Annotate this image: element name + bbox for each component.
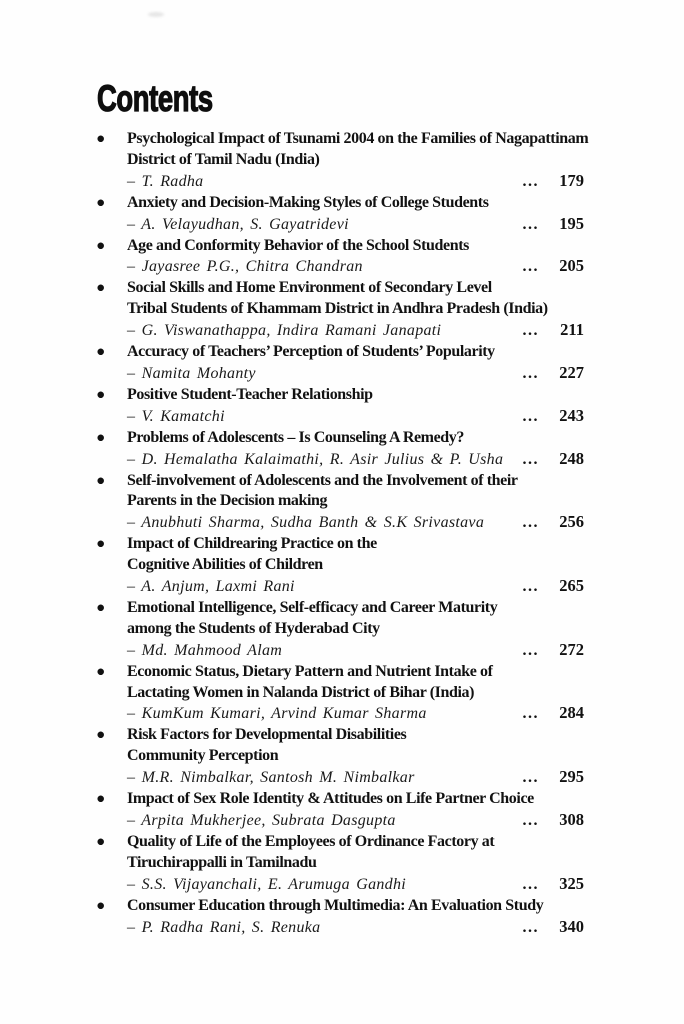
toc-entry [97,342,584,385]
toc-entry [97,725,584,789]
entry-title-line: Positive Student-Teacher Relationship [127,385,373,403]
entry-title-line: Community Perception [127,747,279,765]
dot-leader: ... [522,258,539,276]
entry-title [127,832,584,874]
entry-authors: – T. Radha [127,172,204,190]
entry-author-row [127,703,584,725]
entry-title [127,598,584,640]
entry-page-ref [523,449,585,471]
bullet-icon: ● [97,240,105,251]
bullet-icon: ● [97,389,105,400]
bullet-icon: ● [97,283,105,294]
entry-author-row [127,512,584,534]
dot-leader: ... [522,705,539,723]
page-title: Contents [97,78,213,119]
entry-page-ref [523,874,585,896]
toc-entry [97,193,584,236]
entry-author-row [127,406,584,428]
entry-title [127,278,584,320]
entry-authors: – G. Viswanathappa, Indira Ramani Janapati [127,322,442,340]
entry-title [127,471,584,513]
toc-entry [97,236,584,279]
entry-title [127,129,589,171]
entry-author-row [127,256,584,278]
entry-page-ref [523,810,585,832]
entry-title [127,236,584,257]
entry-authors: – D. Hemalatha Kalaimathi, R. Asir Julius & P. Usha [127,450,504,468]
entry-page-number: 205 [559,256,584,276]
entry-page-ref [523,320,585,342]
page-content [97,78,589,938]
entry-page-number: 256 [559,512,584,532]
toc-entry-body [127,598,584,662]
entry-authors: – P. Radha Rani, S. Renuka [127,918,321,936]
entry-authors: – M.R. Nimbalkar, Santosh M. Nimbalkar [127,769,415,787]
entry-page-number: 179 [559,170,584,190]
entry-page-number: 227 [559,362,584,382]
bullet-icon: ● [97,794,105,805]
entry-authors: – S.S. Vijayanchali, E. Arumuga Gandhi [127,875,407,893]
entry-title-line: Age and Conformity Behavior of the School Students [127,236,469,254]
entry-author-row [127,874,584,896]
entry-authors: – Jayasree P.G., Chitra Chandran [127,258,363,276]
dot-leader: ... [522,514,539,532]
toc-entry-body [127,832,584,896]
entry-title-line: Lactating Women in Nalanda District of Bihar (India) [127,683,475,701]
toc-list [97,129,589,938]
toc-entry [97,278,584,342]
entry-title [127,193,584,214]
entry-page-number: 248 [559,448,584,468]
bullet-icon: ● [97,347,105,358]
bullet-icon: ● [97,475,105,486]
entry-page-ref [523,703,585,725]
toc-entry-body [127,662,584,726]
entry-title [127,725,584,767]
toc-entry-body [127,129,589,193]
entry-page-ref [523,640,585,662]
entry-author-row [127,576,584,598]
toc-entry-body [127,789,584,832]
entry-title-line: District of Tamil Nadu (India) [127,150,320,168]
entry-page-ref [523,767,585,789]
entry-author-row [127,449,584,471]
dot-leader: ... [522,578,539,596]
toc-entry-body [127,385,584,428]
entry-authors: – Anubhuti Sharma, Sudha Banth & S.K Srivastava [127,514,485,532]
toc-entry-body [127,342,584,385]
entry-title-line: Cognitive Abilities of Children [127,556,323,574]
entry-page-number: 340 [559,916,584,936]
toc-entry [97,832,584,896]
dot-leader: ... [522,364,539,382]
entry-author-row [127,767,584,789]
entry-author-row [127,171,584,193]
entry-authors: – V. Kamatchi [127,407,225,425]
dot-leader: ... [522,172,539,190]
dot-leader: ... [522,769,539,787]
toc-entry-body [127,896,584,939]
entry-title [127,342,584,363]
entry-title [127,428,584,449]
bullet-icon: ● [97,432,105,443]
entry-title-line: Economic Status, Dietary Pattern and Nutrient Intake of [127,662,493,680]
entry-title [127,896,584,917]
bullet-icon: ● [97,134,105,144]
dot-leader: ... [522,215,539,233]
toc-entry [97,598,584,662]
entry-page-ref [523,256,585,278]
bullet-icon: ● [97,900,105,911]
entry-title [127,662,584,704]
entry-authors: – A. Anjum, Laxmi Rani [127,578,295,596]
entry-page-number: 325 [559,873,584,893]
entry-authors: – KumKum Kumari, Arvind Kumar Sharma [127,705,427,723]
bullet-icon: ● [97,539,105,550]
bullet-icon: ● [97,666,105,677]
entry-page-number: 308 [559,810,584,829]
entry-author-row [127,363,584,385]
toc-entry-body [127,278,584,342]
entry-title-line: Tribal Students of Khammam District in Andhra Pradesh (India) [127,300,548,318]
entry-author-row [127,640,584,662]
entry-page-ref [523,214,585,236]
entry-authors: – Arpita Mukherjee, Subrata Dasgupta [127,812,396,829]
entry-page-number: 284 [559,703,584,723]
bullet-icon: ● [97,730,105,741]
entry-title-line: Parents in the Decision making [127,492,328,510]
entry-title-line: Self-involvement of Adolescents and the Involvement of their [127,471,518,489]
entry-title [127,385,584,406]
entry-title-line: Anxiety and Decision-Making Styles of College Students [127,193,489,211]
entry-title-line: among the Students of Hyderabad City [127,619,380,637]
entry-title-line: Psychological Impact of Tsunami 2004 on the Families of Nagapattinam [127,130,589,147]
toc-entry-body [127,428,584,471]
entry-page-ref [523,171,585,193]
entry-page-number: 272 [559,639,584,659]
entry-authors: – A. Velayudhan, S. Gayatridevi [127,215,349,233]
entry-title-line: Accuracy of Teachers’ Perception of Students’ Popularity [127,343,495,361]
entry-author-row [127,320,584,342]
dot-leader: ... [522,322,539,340]
entry-title-line: Quality of Life of the Employees of Ordinance Factory at [127,832,495,850]
bullet-icon: ● [97,836,105,847]
entry-title-line: Risk Factors for Developmental Disabilities [127,726,407,744]
toc-entry [97,428,584,471]
dot-leader: ... [522,918,539,936]
entry-title [127,534,584,576]
entry-title-line: Tiruchirappalli in Tamilnadu [127,853,317,871]
entry-page-number: 195 [559,213,584,233]
entry-page-number: 295 [559,767,584,787]
entry-page-number: 265 [559,576,584,596]
entry-author-row [127,917,584,939]
toc-entry [97,789,584,832]
bullet-icon: ● [97,197,105,208]
dot-leader: ... [522,407,539,425]
toc-entry-body [127,534,584,598]
scan-artifact [148,12,164,17]
entry-page-ref [523,406,585,428]
toc-entry-body [127,471,584,535]
entry-page-ref [523,512,585,534]
entry-title-line: Impact of Childrearing Practice on the [127,535,377,553]
entry-title-line: Problems of Adolescents – Is Counseling A Remedy? [127,428,465,446]
toc-entry-body [127,193,584,236]
entry-page-ref [523,363,585,385]
entry-author-row [127,214,584,236]
dot-leader: ... [522,450,539,468]
dot-leader: ... [522,641,539,659]
entry-title-line: Consumer Education through Multimedia: An Evaluation Study [127,896,544,914]
entry-authors: – Namita Mohanty [127,364,256,382]
toc-entry [97,129,589,193]
entry-page-number: 243 [559,405,584,425]
toc-entry [97,385,584,428]
entry-authors: – Md. Mahmood Alam [127,641,283,659]
entry-title-line: Social Skills and Home Environment of Secondary Level [127,279,492,297]
toc-entry-body [127,725,584,789]
entry-page-number: 211 [560,320,584,340]
dot-leader: ... [522,812,539,829]
toc-entry [97,896,584,939]
toc-entry [97,534,584,598]
entry-title-line: Impact of Sex Role Identity & Attitudes on Life Partner Choice [127,790,534,808]
entry-page-ref [523,917,585,939]
toc-entry-body [127,236,584,279]
dot-leader: ... [522,875,539,893]
bullet-icon: ● [97,602,105,613]
entry-page-ref [523,576,585,598]
toc-entry [97,662,584,726]
toc-entry [97,471,584,535]
entry-title-line: Emotional Intelligence, Self-efficacy and Career Maturity [127,598,498,616]
entry-author-row [127,810,584,832]
entry-title [127,789,584,810]
